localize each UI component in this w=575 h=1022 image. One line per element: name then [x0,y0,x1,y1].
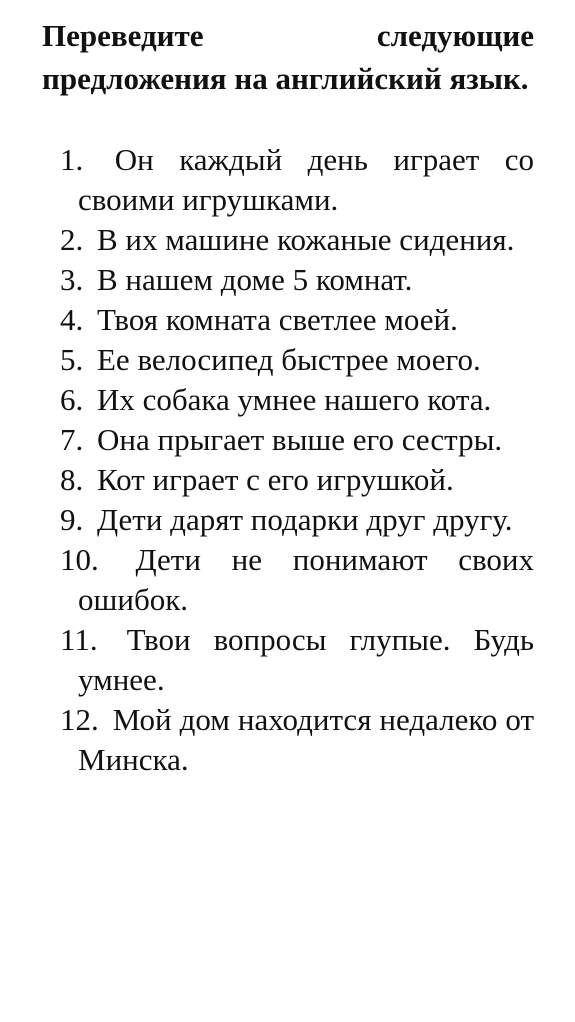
list-item [42,380,534,420]
item-text: Их собака умнее нашего кота. [97,382,492,417]
item-text: Твои вопросы глупые. Будь умнее. [78,622,535,697]
item-number: 2. [60,222,84,257]
item-number: 4. [60,302,84,337]
list-item [42,300,534,340]
item-number: 8. [60,462,84,497]
list-item [42,140,534,220]
item-number: 5. [60,342,84,377]
item-number: 11. [60,622,98,657]
item-number: 1. [60,142,84,177]
item-text: Он каждый день играет со своими игрушками. [78,142,534,217]
list-item [42,540,534,620]
item-text: Дети дарят подарки друг другу. [97,502,513,537]
document-page [42,14,534,780]
item-number: 3. [60,262,84,297]
item-text: В нашем доме 5 комнат. [97,262,413,297]
list-item [42,500,534,540]
item-number: 12. [60,702,99,737]
item-number: 10. [60,542,99,577]
task-heading: Переведите следующие предложения на английский язык. [42,18,534,96]
list-item [42,420,534,460]
item-text: В их машине кожаные сидения. [97,222,515,257]
item-number: 9. [60,502,84,537]
list-item [42,340,534,380]
list-item [42,460,534,500]
list-item [42,620,534,700]
item-text: Ее велосипед быстрее моего. [97,342,481,377]
item-text: Дети не понимают своих ошибок. [78,542,535,617]
item-text: Твоя комната светлее моей. [97,302,458,337]
list-item [42,260,534,300]
list-item [42,700,534,780]
item-number: 7. [60,422,84,457]
item-number: 6. [60,382,84,417]
item-text: Она прыгает выше его сестры. [97,422,503,457]
item-text: Кот играет с его игрушкой. [97,462,454,497]
sentence-list [42,140,534,780]
item-text: Мой дом находится недалеко от Минска. [78,702,534,777]
list-item [42,220,534,260]
